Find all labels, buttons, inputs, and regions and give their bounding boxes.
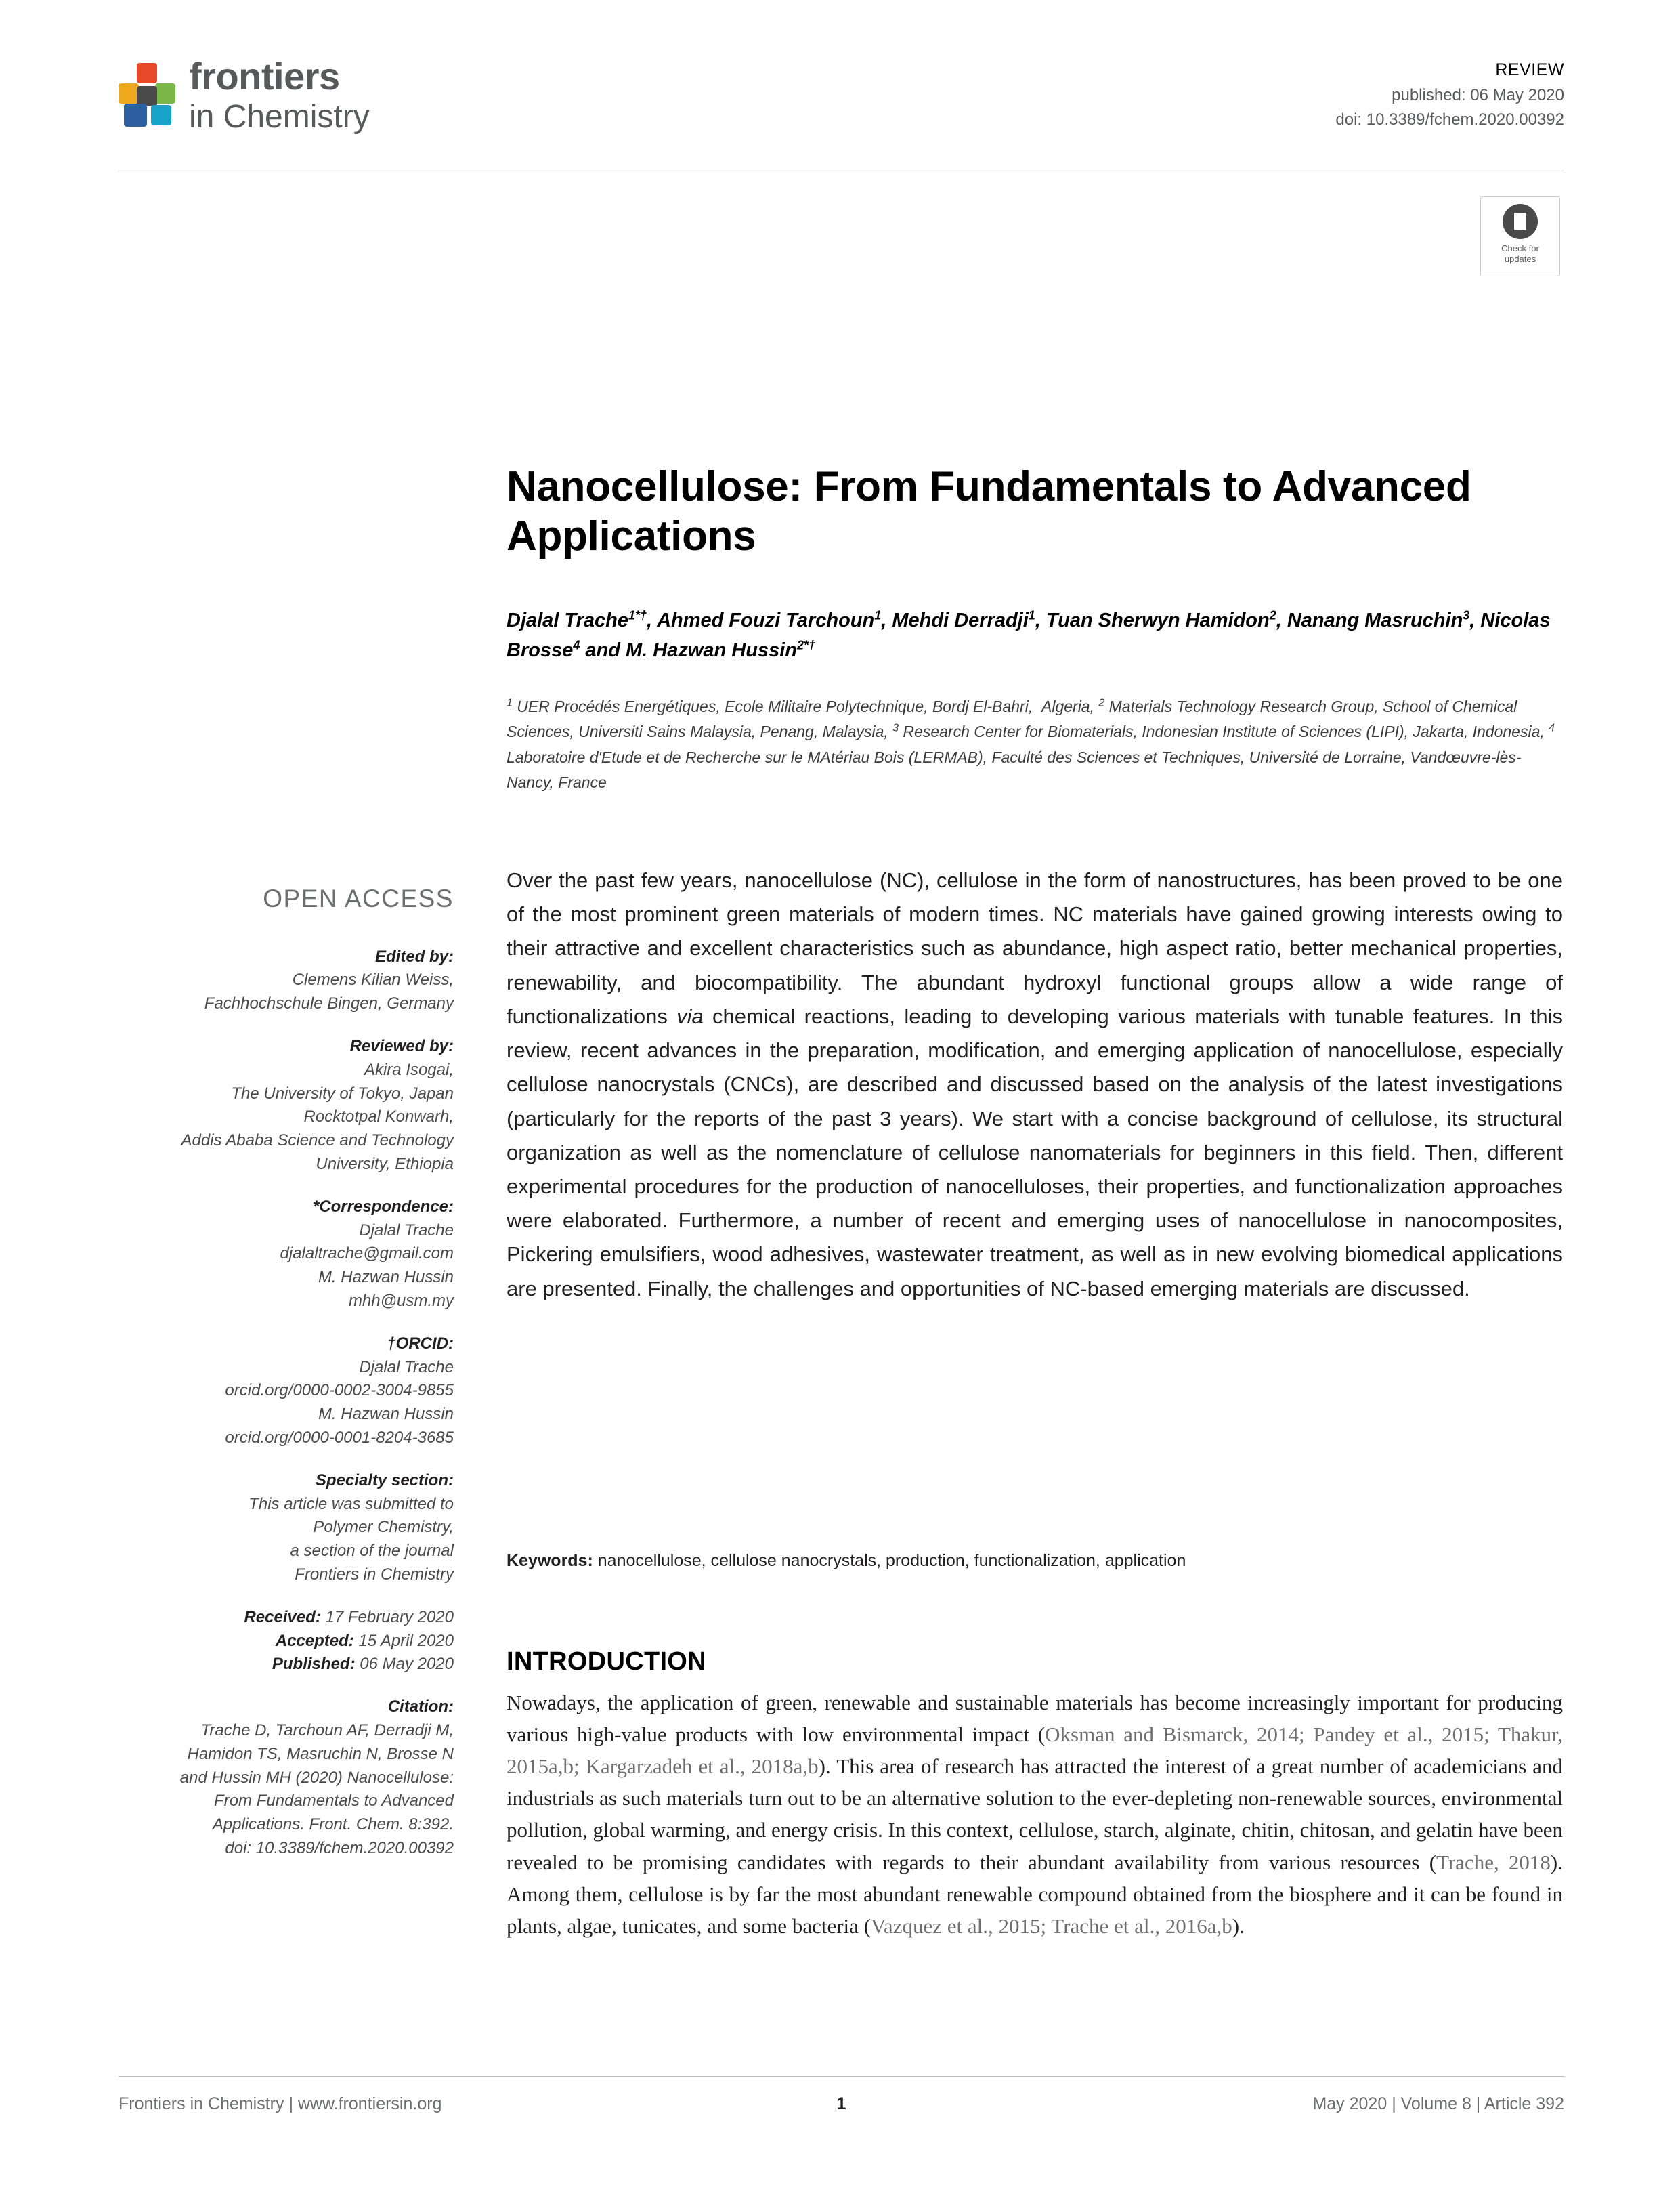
abstract-text: Over the past few years, nanocellulose (NC), cellulose in the form of nanostructures, has been proved to be one of the most prominent green materials of modern times. NC materials have gained growing interests owing to their attractive and excellent characteristics such as abundance, high aspect ratio, better mechanical properties, renewability, and biocompatibility. The abundant hydroxyl functional groups allow a wide range of functionalizations via chemical reactions, leading to developing various materials with tunable features. In this review, recent advances in the preparation, modification, and emerging application of nanocellulose, especially cellulose nanocrystals (CNCs), are described and discussed based on the analysis of the latest investigations (particularly for the reports of the past 3 years). We start with a concise background of cellulose, its structural organization as well as the nomenclature of cellulose nanomaterials for beginners in this field. Then, different experimental procedures for the production of nanocelluloses, their properties, and functionalization approaches were elaborated. Furthermore, a number of recent and emerging uses of nanocellulose in nanocomposites, Pickering emulsifiers, wood adhesives, wastewater treatment, as well as in new evolving biomedical applications are presented. Finally, the challenges and opportunities of NC-based emerging materials are discussed. <box>507 868 1563 1300</box>
citation-value: Trache D, Tarchoun AF, Derradji M, Hamidon TS, Masruchin N, Brosse N and Hussin MH (2020) Nanocellulose: From Fundamentals to Advanced Applications. Front. Chem. 8:392. doi: 10.3389/fchem.2020.00392 <box>179 1720 454 1857</box>
keywords-label: Keywords: <box>507 1551 593 1570</box>
section-heading-introduction: INTRODUCTION <box>507 1647 706 1676</box>
affiliations: $^1$ UER Procédés Energétiques, Ecole Militaire Polytechnique, Bordj El-Bahri, Algeria, $^2$ Materials Technology Research Group, School of Chemical Sciences, Universiti Sains Malaysia, Penang, Malaysia, $^3$ Research Center for Biomaterials, Indonesian Institute of Sciences (LIPI), Jakarta, Indonesia, $^4$ Laboratoire d'Etude et de Recherche sur le MAtériau Bois (LERMAB), Faculté des Sciences et Techniques, Université de Lorraine, Vandœuvre-lès-Nancy, France <box>507 697 1555 791</box>
dates-block <box>115 1606 454 1676</box>
reviewed-by-block <box>115 1035 454 1177</box>
orcid-value[interactable]: Djalal Trache orcid.org/0000-0002-3004-9855 M. Hazwan Hussin orcid.org/0000-0001-8204-3685 <box>225 1357 454 1447</box>
author-list: Djalal Trache$^{1*\dagger}$, Ahmed Fouzi Tarchoun$^1$, Mehdi Derradji$^1$, Tuan Sherwyn Hamidon$^2$, Nanang Masruchin$^3$, Nicolas Brosse$^4$ and M. Hazwan Hussin$^{2*\dagger}$ <box>507 608 1551 661</box>
page-title: Nanocellulose: From Fundamentals to Advanced Applications <box>507 463 1471 559</box>
open-access-label: OPEN ACCESS <box>263 885 454 912</box>
frontiers-logo-icon <box>119 63 177 128</box>
footer-page-number: 1 <box>836 2094 846 2113</box>
journal-logo-text <box>189 55 370 135</box>
received-label: Received: <box>244 1607 321 1626</box>
crossmark-icon <box>1503 204 1538 239</box>
accepted-line <box>115 1630 454 1653</box>
published-line <box>115 1653 454 1676</box>
article-sidebar <box>115 881 454 1861</box>
citation-label: Citation: <box>387 1697 454 1716</box>
check-updates-line1: Check for <box>1501 243 1539 253</box>
specialty-section-label: Specialty section: <box>315 1471 454 1489</box>
edited-by-block <box>115 946 454 1016</box>
doi-line[interactable]: doi: 10.3389/fchem.2020.00392 <box>1335 110 1564 129</box>
footer-divider <box>119 2076 1564 2077</box>
orcid-label: †ORCID: <box>387 1334 454 1353</box>
check-for-updates-label <box>1501 243 1539 264</box>
check-for-updates-badge[interactable] <box>1480 196 1560 276</box>
published-value: 06 May 2020 <box>360 1655 454 1674</box>
orcid-block <box>115 1332 454 1450</box>
citation-block <box>115 1695 454 1861</box>
logo-journal-name: in Chemistry <box>189 99 370 135</box>
reviewed-by-label: Reviewed by: <box>349 1037 454 1056</box>
article-meta-header <box>1335 58 1564 132</box>
keywords <box>507 1551 1563 1571</box>
correspondence-label: *Correspondence: <box>312 1197 454 1216</box>
published-label: Published: <box>272 1655 356 1674</box>
reviewed-by-value: Akira Isogai, The University of Tokyo, Japan Rocktotpal Konwarh, Addis Ababa Science and Technology University, Ethiopia <box>181 1060 454 1174</box>
accepted-label: Accepted: <box>275 1631 354 1650</box>
journal-masthead <box>119 55 1564 146</box>
check-updates-line2: updates <box>1504 253 1536 264</box>
frontiers-logo[interactable] <box>119 55 370 135</box>
received-line <box>115 1606 454 1630</box>
accepted-value: 15 April 2020 <box>358 1631 454 1650</box>
edited-by-value: Clemens Kilian Weiss, Fachhochschule Bingen, Germany <box>204 971 454 1013</box>
correspondence-value[interactable]: Djalal Trache djalaltrache@gmail.com M. Hazwan Hussin mhh@usm.my <box>280 1221 454 1310</box>
footer-issue-info: May 2020 | Volume 8 | Article 392 <box>1312 2094 1564 2113</box>
specialty-section-value: This article was submitted to Polymer Chemistry, a section of the journal Frontiers in Chemistry <box>249 1494 454 1584</box>
logo-wordmark: frontiers <box>189 55 340 98</box>
received-value: 17 February 2020 <box>325 1607 454 1626</box>
introduction-paragraph: Nowadays, the application of green, renewable and sustainable materials has become increasingly important for producing various high-value products with low environmental impact (Oksman and Bismarck, 2014; Pandey et al., 2015; Thakur, 2015a,b; Kargarzadeh et al., 2018a,b). This area of research has attracted the interest of a great number of academicians and industrials as such materials turn out to be an alternative solution to the ever-depleting non-renewable sources, environmental pollution, global warming, and energy crisis. In this context, cellulose, starch, alginate, chitin, chitosan, and gelatin have been revealed to be promising candidates with regards to their abundant availability from various resources (Trache, 2018). Among them, cellulose is by far the most abundant renewable compound obtained from the biosphere and it can be found in plants, algae, tunicates, and some bacteria (Vazquez et al., 2015; Trache et al., 2016a,b). <box>507 1691 1563 1938</box>
published-date: published: 06 May 2020 <box>1392 85 1564 104</box>
keywords-values: nanocellulose, cellulose nanocrystals, production, functionalization, application <box>597 1551 1186 1570</box>
edited-by-label: Edited by: <box>374 947 454 966</box>
correspondence-block <box>115 1196 454 1313</box>
footer-journal-url[interactable]: Frontiers in Chemistry | www.frontiersin.org <box>119 2094 442 2113</box>
article-type: REVIEW <box>1495 60 1564 79</box>
specialty-section-block <box>115 1469 454 1587</box>
